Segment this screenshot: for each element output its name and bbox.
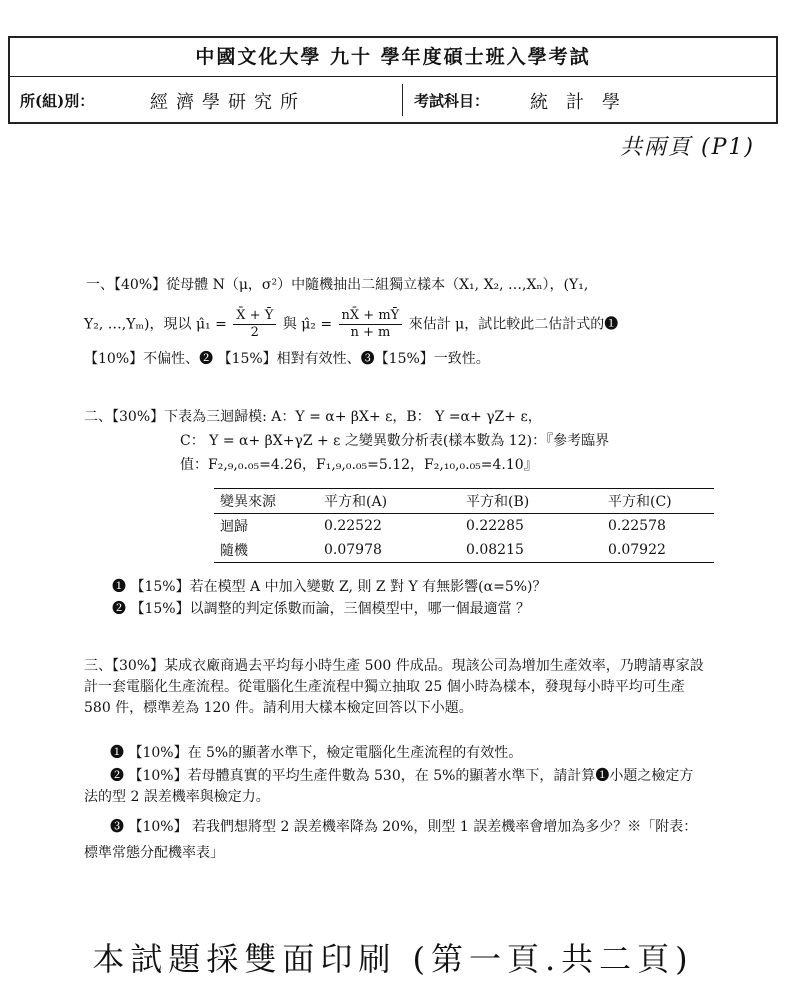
fraction-numerator: X̄ + Ȳ <box>233 308 276 325</box>
exam-header <box>8 36 778 124</box>
table-cell: 0.22285 <box>466 518 524 534</box>
table-cell: 0.22578 <box>608 518 666 534</box>
question-2-line-1: 二、【30%】下表為三迴歸模: A：Y = α+ βX+ ε，B： Y =α+ γZ+ ε， <box>84 409 542 425</box>
question-2-line-2: C： Y = α+ βX+γZ + ε 之變異數分析表(樣本數為 12)：『參考臨界 <box>180 433 610 449</box>
question-2-line-3: 值：F₂,₉,₀.₀₅=4.26，F₁,₉,₀.₀₅=5.12，F₂,₁₀,₀.₀₅=4.10』 <box>180 457 538 473</box>
question-1-line-3: 【10%】不偏性、❷ 【15%】相對有效性、❸【15%】一致性。 <box>84 351 490 367</box>
question-1-line-1: 一、【40%】從母體 N（μ，σ²）中隨機抽出二組獨立樣本（X₁, X₂, …,Xₙ），(Y₁, <box>86 277 589 293</box>
fraction-denominator: 2 <box>250 325 259 340</box>
exam-title: 中國文化大學 九十 學年度碩士班入學考試 <box>195 46 591 68</box>
fraction-numerator: nX̄ + mȲ <box>339 308 403 325</box>
question-3-subquestion-2: ❷ 【10%】若母體真實的平均生產件數為 530，在 5%的顯著水準下，請計算❶小題之檢定方法的型 2 誤差機率與檢定力。 <box>84 768 694 805</box>
department-value: 經濟學研究所 <box>150 92 306 113</box>
anova-table <box>214 488 714 563</box>
estimator-1-fraction <box>233 308 276 341</box>
question-3-subquestion-1: ❶ 【10%】在 5%的顯著水準下，檢定電腦化生產流程的有效性。 <box>110 745 523 761</box>
question-2-subquestion-1: ❶ 【15%】若在模型 A 中加入變數 Z, 則 Z 對 Y 有無影響(α=5%)？ <box>112 579 547 595</box>
column-header: 變異來源 <box>214 489 318 514</box>
q1-text-pre: Y₂, …,Yₘ)，現以 μ̂₁ = <box>84 316 227 333</box>
department-label: 所(組)別： <box>20 92 95 110</box>
question-2-subquestion-2: ❷ 【15%】以調整的判定係數而論，三個模型中，哪一個最適當 ？ <box>112 601 531 617</box>
estimator-2-fraction <box>339 308 403 341</box>
handwritten-page-note: 共兩頁 (P1) <box>620 135 755 160</box>
table-row <box>214 538 714 563</box>
column-header: 平方和(B) <box>460 489 602 514</box>
page-footer: 本試題採雙面印刷 (第一頁.共二頁) <box>92 940 694 978</box>
table-cell: 0.08215 <box>460 538 602 563</box>
subject-label: 考試科目： <box>414 92 490 110</box>
fraction-denominator: n + m <box>350 325 391 340</box>
table-header-row <box>214 489 714 514</box>
table-row <box>214 514 714 539</box>
column-header: 平方和(C) <box>602 489 714 514</box>
q1-text-mid: 與 μ̂₂ = <box>282 316 333 333</box>
header-divider-line <box>10 76 776 77</box>
table-cell: 迴歸 <box>220 519 248 535</box>
q1-text-post: 來估計 μ，試比較此二估計式的❶ <box>408 316 619 333</box>
header-vertical-divider <box>402 84 403 116</box>
table-cell: 0.07922 <box>602 538 714 563</box>
subject-value: 統計學 <box>530 92 638 113</box>
question-3-subquestion-3: ❸ 【10%】 若我們想將型 2 誤差機率降為 20%，則型 1 誤差機率會增加為多少？※「附表：標準常態分配機率表」 <box>84 819 698 861</box>
table-cell: 隨機 <box>214 538 318 563</box>
question-1-line-2 <box>84 308 724 341</box>
table-cell: 0.07978 <box>318 538 460 563</box>
question-3-body: 三、【30%】某成衣廠商過去平均每小時生產 500 件成品。現該公司為增加生產效率，乃聘請專家設計一套電腦化生產流程。從電腦化生產流程中獨立抽取 25 個小時為樣本，發現每小時平均可生產 580 件，標準差為 120 件。請利用大樣本檢定回答以下小題。 <box>84 658 704 716</box>
column-header: 平方和(A) <box>318 489 460 514</box>
table-cell: 0.22522 <box>324 518 382 534</box>
